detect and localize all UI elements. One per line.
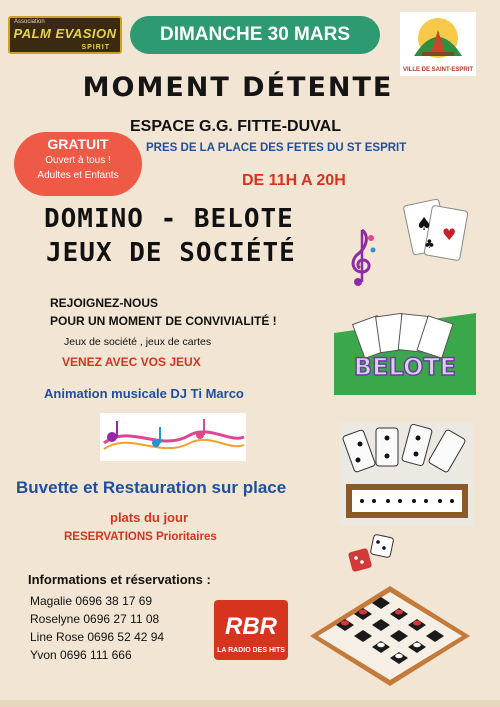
bottom-strip <box>0 700 500 707</box>
brand-small-text: Association <box>14 19 45 25</box>
audience: Adultes et Enfants <box>37 170 119 181</box>
reservations-priority: RESERVATIONS Prioritaires <box>64 531 217 543</box>
event-title: MOMENT DÉTENTE <box>82 72 394 103</box>
contact-roselyne: Roselyne 0696 27 11 08 <box>30 612 160 626</box>
games-headline-1: DOMINO - BELOTE <box>44 204 294 234</box>
open-to-all: Ouvert à tous ! <box>45 155 111 166</box>
free-badge <box>14 132 142 196</box>
belote-word: BELOTE <box>353 353 457 381</box>
music-notes-illustration <box>100 413 246 461</box>
town-logo <box>400 12 476 76</box>
contact-yvon: Yvon 0696 111 666 <box>30 648 132 662</box>
svg-text:♥: ♥ <box>442 225 457 244</box>
brand-sub: SPIRIT <box>81 44 110 51</box>
free-label: GRATUIT <box>47 136 109 152</box>
event-hours: DE 11H A 20H <box>242 172 346 189</box>
rbr-radio-logo <box>210 598 292 662</box>
info-title: Informations et réservations : <box>28 572 211 587</box>
dish-of-the-day: plats du jour <box>110 510 188 525</box>
event-location: PRES DE LA PLACE DES FETES DU ST ESPRIT <box>146 142 407 154</box>
food-headline: Buvette et Restauration sur place <box>16 478 287 497</box>
svg-text:♣: ♣ <box>424 237 435 251</box>
checkers-board-illustration <box>300 580 480 692</box>
dice-icon <box>344 532 400 578</box>
brand-name: PALM EVASION <box>13 26 117 41</box>
belote-illustration <box>334 313 476 395</box>
contact-line-rose: Line Rose 0696 52 42 94 <box>30 630 165 644</box>
event-venue: ESPACE G.G. FITTE-DUVAL <box>130 118 341 135</box>
playing-cards-icon <box>402 196 474 262</box>
town-logo-caption: VILLE DE SAINT-ESPRIT <box>402 67 473 73</box>
contact-magalie: Magalie 0696 38 17 69 <box>30 594 153 608</box>
rbr-tagline: LA RADIO DES HITS <box>217 647 285 654</box>
games-headline-2: JEUX DE SOCIÉTÉ <box>46 238 296 268</box>
svg-text:♠: ♠ <box>416 214 433 235</box>
invite-line-2: POUR UN MOMENT DE CONVIVIALITÉ ! <box>50 314 277 328</box>
invite-line-1: REJOIGNEZ-NOUS <box>50 296 159 310</box>
dominoes-illustration <box>340 422 474 526</box>
music-animation: Animation musicale DJ Ti Marco <box>44 386 244 401</box>
palm-evasion-logo <box>8 16 122 54</box>
rbr-logo-text: RBR <box>225 613 277 640</box>
games-list: Jeux de société , jeux de cartes <box>64 336 212 348</box>
treble-clef-icon <box>344 226 378 288</box>
event-date: DIMANCHE 30 MARS <box>130 16 380 54</box>
town-emblem-icon <box>400 12 476 64</box>
bring-your-games: VENEZ AVEC VOS JEUX <box>62 355 201 369</box>
